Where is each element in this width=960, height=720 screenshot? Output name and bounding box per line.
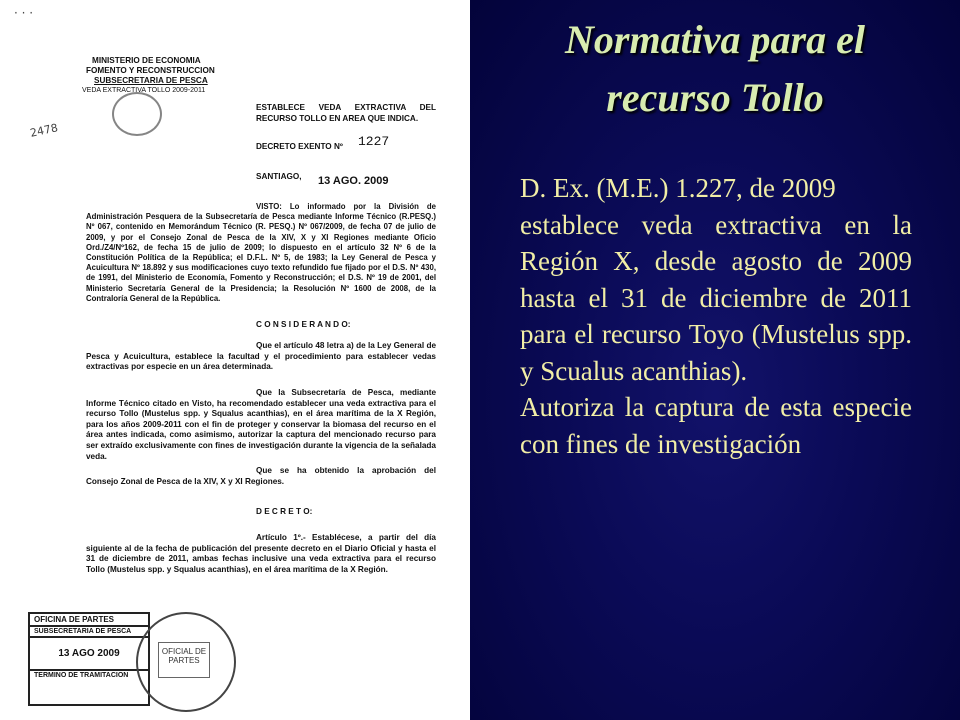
considerando-3: Que se ha obtenido la aprobación del Consejo Zonal de Pesca de la XIV, X y XI Regiones.	[86, 466, 436, 486]
visto-paragraph: VISTO: Lo informado por la División de Administración Pesquera de la Subsecretaría de Pesca mediante Informe Técnico (R.PESQ.) Nº 067, contenido en Memorándum Técnico (R. PESQ.) Nº 067/2009, de fecha 07 de julio de 2009, y por el Consejo Zonal de Pesca de la XIV, X y XI Regiones mediante Oficio Ord./Z4/Nº162, de fecha 15 de julio de 2009; lo dispuesto en el artículo 32 Nº 6 de la Constitución Política de la República; el D.F.L. Nº 5, de 1983; la Ley General de Pesca y Acuicultura Nº 18.892 y sus modificaciones cuyo texto refundido fue fijado por el D.S. Nº 430, de 1991, del Ministerio de Economía, Fomento y Reconstrucción; el D.S. Nº 19 de 2001, del Ministerio Secretaría General de la Presidencia; la Resolución Nº 1600 de 2008, de la Contraloría General de la República.	[86, 202, 436, 303]
decree-number: 1227	[358, 134, 390, 149]
slide-title-line-1: Normativa para el	[565, 17, 865, 62]
slide-body	[520, 170, 912, 462]
slide-title-line-2: recurso Tollo	[606, 75, 824, 120]
articulo-1: Artículo 1º.- Establécese, a partir del día siguiente al de la fecha de publicación del presente decreto en el Diario Oficial y hasta el 31 de diciembre de 2011, ambas fechas inclusive una veda extractiva para el recurso Tollo (Mustelus spp. y Squalus acanthias), en el área marítima de la X Región.	[86, 533, 436, 574]
paragraph-2: Autoriza la captura de esta especie con fines de investigación	[520, 392, 912, 459]
ministry-line-4: VEDA EXTRACTIVA TOLLO 2009-2011	[82, 87, 206, 94]
corner-marks: · · ·	[14, 6, 34, 20]
considerando-2: Que la Subsecretaría de Pesca, mediante Informe Técnico citado en Visto, ha recomendado establecer una veda extractiva para el recurso Tollo (Mustelus spp. y Squalus acanthias), en el área marítima de la X Región, para los años 2009-2011 con el fin de proteger y conservar la biomasa del recurso en el área antes indicada, como asimismo, autorizar la captura del mencionado recurso para ser extraído exclusivamente con fines de investigación durante la vigencia de la señalada veda.	[86, 388, 436, 461]
decreto-heading: D E C R E T O:	[256, 507, 313, 516]
ministry-line-2: FOMENTO Y RECONSTRUCCION	[86, 66, 215, 75]
official-seal	[136, 612, 236, 712]
scanned-decree-document	[0, 0, 470, 720]
paragraph-1-first-line: D. Ex. (M.E.) 1.227, de 2009	[520, 173, 836, 203]
slide-panel	[470, 0, 960, 720]
considerando-1: Que el artículo 48 letra a) de la Ley General de Pesca y Acuicultura, establece la facultad y el procedimiento para establecer vedas extractivas por especie en un área determinada.	[86, 341, 436, 372]
place-date: 13 AGO. 2009	[318, 175, 389, 187]
ministry-line-3: SUBSECRETARIA DE PESCA	[94, 76, 208, 85]
place-label: SANTIAGO,	[256, 172, 302, 181]
stamp-tramitacion: TERMINO DE TRAMITACION	[34, 672, 129, 679]
ministry-seal-stamp	[112, 92, 162, 136]
stamp-office: OFICINA DE PARTES	[30, 614, 148, 627]
considerando-heading: C O N S I D E R A N D O:	[256, 320, 351, 329]
stamp-subsecretaria: SUBSECRETARIA DE PESCA	[30, 627, 148, 638]
stamp-date: 13 AGO 2009	[30, 638, 148, 671]
margin-note: 2478	[28, 121, 60, 140]
decree-subject: ESTABLECE VEDA EXTRACTIVA DEL RECURSO TOLLO EN AREA QUE INDICA.	[256, 103, 436, 123]
decree-number-label: DECRETO EXENTO Nº	[256, 142, 343, 151]
ministry-line-1: MINISTERIO DE ECONOMIA	[92, 56, 201, 65]
seal-inner-text: OFICIAL DE PARTES	[158, 642, 210, 678]
oficina-partes-stamp	[28, 612, 150, 706]
paragraph-1: establece veda extractiva en la Región X, desde agosto de 2009 hasta el 31 de diciembre de 2011 para el recurso Toyo (Mustelus spp. y Scualus acanthias).	[520, 209, 912, 386]
